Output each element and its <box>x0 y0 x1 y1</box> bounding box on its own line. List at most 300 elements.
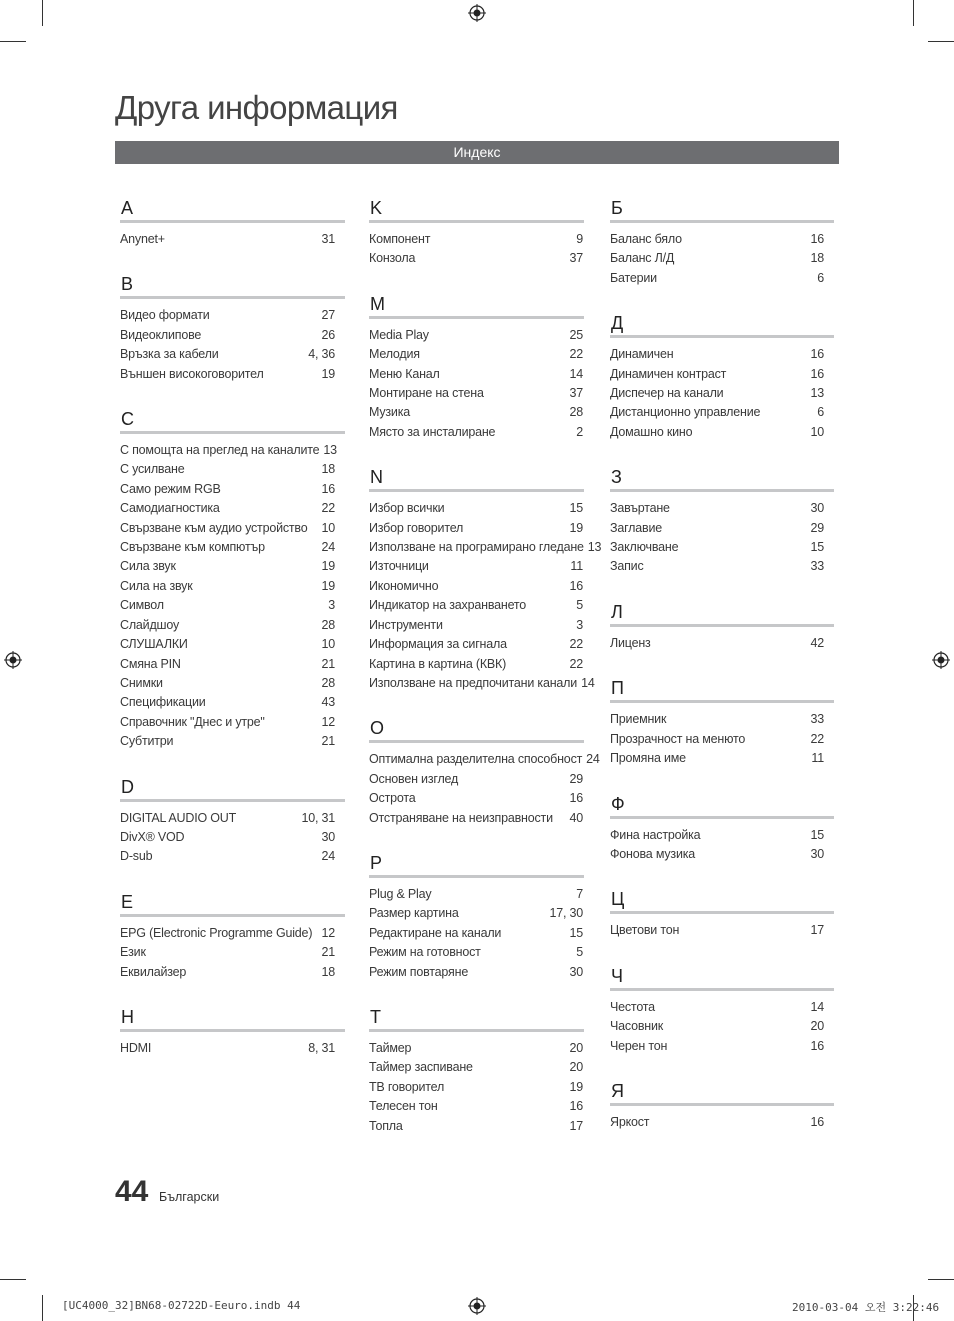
entry-term: Инструменти <box>369 617 443 632</box>
section-divider <box>610 220 834 223</box>
section-spacer <box>610 769 834 794</box>
entry-term: С усилване <box>120 462 185 477</box>
section-spacer <box>369 269 584 294</box>
entry-term: Субтитри <box>120 734 174 749</box>
entry-term: Видео формати <box>120 308 210 323</box>
entry-term: Динамичен <box>610 347 674 362</box>
index-entry <box>610 749 834 768</box>
index-entry <box>369 557 584 576</box>
entry-page: 5 <box>576 598 583 613</box>
index-entry <box>369 403 584 422</box>
index-entry <box>610 403 834 422</box>
index-entry <box>610 230 834 249</box>
entry-term: Конзола <box>369 251 416 266</box>
entry-term: С помощта на преглед на каналите <box>120 443 320 458</box>
index-entry <box>120 538 345 557</box>
entry-page: 3 <box>576 617 583 632</box>
entry-term: Заключване <box>610 540 679 555</box>
index-entry <box>120 326 345 345</box>
entry-term: Монтиране на стена <box>369 386 484 401</box>
entry-term: Справочник "Днес и утре" <box>120 714 265 729</box>
index-entry <box>120 1039 345 1058</box>
entry-term: Оптимална разделителна способност <box>369 752 583 767</box>
index-entry <box>369 577 584 596</box>
entry-page: 19 <box>569 1079 583 1094</box>
entry-term: Индикатор на захранването <box>369 598 527 613</box>
registration-mark-icon <box>932 651 950 669</box>
entry-term: Plug & Play <box>369 886 432 901</box>
entry-term: Свързване към аудио устройство <box>120 520 308 535</box>
index-entry <box>610 710 834 729</box>
entry-term: Заглавие <box>610 520 663 535</box>
index-section <box>610 678 834 793</box>
index-entry <box>120 596 345 615</box>
entry-term: Динамичен контраст <box>610 366 727 381</box>
index-entry <box>120 230 345 249</box>
section-letter: N <box>370 467 383 488</box>
index-section <box>120 1007 345 1083</box>
entry-term: Символ <box>120 598 164 613</box>
entry-term: Телесен тон <box>369 1099 438 1114</box>
entry-term: Фонова музика <box>610 846 696 861</box>
index-banner: Индекс <box>115 141 839 164</box>
index-section <box>120 274 345 409</box>
index-entry <box>120 306 345 325</box>
entry-term: Само режим RGB <box>120 481 221 496</box>
index-entry <box>369 963 584 982</box>
entry-term: Прозрачност на менюто <box>610 731 746 746</box>
entry-page: 22 <box>569 637 583 652</box>
entry-page: 10 <box>321 637 335 652</box>
entry-term: Лиценз <box>610 635 651 650</box>
entry-page: 10, 31 <box>301 810 335 825</box>
index-entry <box>610 519 834 538</box>
entry-term: Цветови тон <box>610 923 680 938</box>
crop-mark <box>913 0 914 26</box>
index-entry <box>120 809 345 828</box>
entry-term: Честота <box>610 999 655 1014</box>
index-section <box>610 602 834 678</box>
entry-term: Баланс Л/Д <box>610 251 675 266</box>
entry-page: 16 <box>810 232 824 246</box>
index-entry <box>120 828 345 847</box>
entry-page: 16 <box>810 366 824 381</box>
crop-mark <box>0 1279 26 1280</box>
index-entry <box>369 1078 584 1097</box>
section-spacer <box>610 288 834 313</box>
entry-page: 33 <box>810 559 824 574</box>
entry-page: 22 <box>569 347 583 362</box>
entry-page: 15 <box>569 501 583 516</box>
index-entry <box>120 557 345 576</box>
entry-term: D-sub <box>120 849 153 864</box>
index-entry <box>120 674 345 693</box>
entry-term: Media Play <box>369 327 429 342</box>
index-section <box>369 718 600 853</box>
language-label: Български <box>159 1190 220 1204</box>
section-letter: P <box>370 852 383 873</box>
index-entry <box>369 1117 584 1136</box>
index-section <box>610 794 834 890</box>
entry-term: Режим повтаряне <box>369 964 469 979</box>
index-entry <box>369 885 584 904</box>
page-number: 44 <box>115 1175 149 1208</box>
index-entry <box>369 384 584 403</box>
entry-page: 15 <box>569 925 583 940</box>
section-spacer <box>610 941 834 966</box>
entry-page: 40 <box>569 810 583 825</box>
entry-page: 18 <box>321 964 335 979</box>
section-spacer <box>610 577 834 602</box>
section-letter: З <box>611 467 622 488</box>
entry-page: 16 <box>569 578 583 593</box>
entry-term: Мелодия <box>369 347 420 362</box>
index-entry <box>369 596 584 615</box>
entry-page: 16 <box>321 481 335 496</box>
index-entry <box>369 519 584 538</box>
section-divider <box>610 700 834 703</box>
index-entry <box>120 635 345 654</box>
entry-term: Компонент <box>369 232 431 246</box>
section-letter: Ц <box>611 889 625 910</box>
entry-page: 16 <box>810 1038 824 1053</box>
section-letter: K <box>370 198 383 218</box>
index-entry <box>369 809 584 828</box>
entry-page: 19 <box>321 578 335 593</box>
index-entry <box>369 904 584 923</box>
section-letter: O <box>370 718 385 739</box>
index-entry <box>120 616 345 635</box>
entry-term: Завъртане <box>610 501 670 516</box>
entry-page: 16 <box>810 1114 824 1129</box>
entry-page: 43 <box>321 695 335 710</box>
section-spacer <box>120 249 345 274</box>
index-section <box>369 294 584 467</box>
entry-page: 8, 31 <box>308 1040 335 1055</box>
entry-page: 16 <box>810 347 824 362</box>
entry-page: 28 <box>321 675 335 690</box>
section-divider <box>369 875 584 878</box>
entry-term: Меню Канал <box>369 366 440 381</box>
entry-page: 14 <box>569 366 583 381</box>
index-entry <box>369 1097 584 1116</box>
entry-page: 6 <box>817 270 824 285</box>
entry-page: 16 <box>569 1099 583 1114</box>
section-spacer <box>369 1136 584 1161</box>
index-entry <box>610 1113 834 1132</box>
index-section <box>610 889 834 965</box>
index-entry <box>120 847 345 866</box>
entry-term: Отстраняване на неизправности <box>369 810 553 825</box>
section-letter: B <box>121 274 134 295</box>
section-divider <box>120 220 345 223</box>
index-entry <box>120 441 345 460</box>
section-letter: A <box>121 198 134 218</box>
index-entry <box>369 365 584 384</box>
index-entry <box>120 577 345 596</box>
section-letter: Я <box>611 1080 624 1101</box>
index-entry <box>610 499 834 518</box>
entry-term: DivX® VOD <box>120 829 185 844</box>
entry-term: Избор всички <box>369 501 445 516</box>
entry-term: Черен тон <box>610 1038 668 1053</box>
index-entry <box>610 826 834 845</box>
section-spacer <box>120 752 345 777</box>
index-entry <box>369 770 584 789</box>
entry-page: 3 <box>328 598 335 613</box>
entry-term: HDMI <box>120 1040 152 1055</box>
entry-page: 25 <box>569 327 583 342</box>
section-divider <box>610 624 834 627</box>
index-entry <box>610 269 834 288</box>
entry-page: 29 <box>810 520 824 535</box>
index-entry <box>369 943 584 962</box>
entry-term: Самодиагностика <box>120 501 220 516</box>
entry-term: Място за инсталиране <box>369 424 496 439</box>
entry-page: 9 <box>576 232 583 246</box>
index-entry <box>369 1058 584 1077</box>
index-entry <box>120 924 345 943</box>
entry-page: 27 <box>321 308 335 323</box>
entry-term: Връзка за кабели <box>120 347 219 362</box>
entry-page: 28 <box>321 617 335 632</box>
entry-term: Топла <box>369 1118 403 1133</box>
entry-page: 20 <box>810 1019 824 1034</box>
section-letter: Л <box>611 601 623 622</box>
section-divider <box>369 220 584 223</box>
index-entry <box>610 634 834 653</box>
section-spacer <box>610 864 834 889</box>
entry-term: Еквилайзер <box>120 964 187 979</box>
entry-term: Режим на готовност <box>369 945 481 960</box>
entry-page: 17, 30 <box>549 906 583 921</box>
entry-page: 30 <box>321 829 335 844</box>
index-column-1 <box>120 198 345 1083</box>
index-section <box>610 313 834 467</box>
entry-page: 37 <box>569 251 583 266</box>
index-entry <box>120 655 345 674</box>
index-entry <box>120 499 345 518</box>
section-spacer <box>120 982 345 1007</box>
section-divider <box>120 1029 345 1032</box>
entry-page: 6 <box>817 405 824 420</box>
entry-page: 31 <box>321 232 335 246</box>
index-entry <box>369 499 584 518</box>
entry-page: 17 <box>569 1118 583 1133</box>
entry-term: Информация за сигнала <box>369 637 507 652</box>
index-entry <box>369 423 584 442</box>
entry-term: Слайдшоу <box>120 617 180 632</box>
section-spacer <box>369 982 584 1007</box>
entry-term: DIGITAL AUDIO OUT <box>120 810 237 825</box>
entry-term: Избор говорител <box>369 520 464 535</box>
index-section <box>610 467 834 602</box>
entry-term: Основен изглед <box>369 771 459 786</box>
index-section <box>610 966 834 1081</box>
entry-page: 13 <box>323 443 337 458</box>
entry-term: Размер картина <box>369 906 459 921</box>
index-entry <box>369 655 584 674</box>
entry-term: Редактиране на канали <box>369 925 502 940</box>
entry-term: Фина настройка <box>610 827 701 842</box>
entry-term: Острота <box>369 791 416 806</box>
entry-page: 21 <box>321 656 335 671</box>
index-column-2 <box>369 198 602 1161</box>
index-section <box>120 777 345 892</box>
index-entry <box>369 750 600 769</box>
section-spacer <box>610 1056 834 1081</box>
entry-term: Приемник <box>610 712 667 727</box>
entry-page: 15 <box>810 540 824 555</box>
entry-term: Спецификации <box>120 695 206 710</box>
registration-mark-icon <box>468 1297 486 1315</box>
entry-page: 24 <box>321 540 335 555</box>
entry-page: 12 <box>321 714 335 729</box>
entry-term: Смяна PIN <box>120 656 181 671</box>
entry-term: Часовник <box>610 1019 664 1034</box>
section-divider <box>610 335 834 338</box>
entry-page: 10 <box>321 520 335 535</box>
index-entry <box>610 345 834 364</box>
entry-page: 20 <box>569 1040 583 1055</box>
index-section <box>369 198 584 294</box>
entry-term: Сила звук <box>120 559 176 574</box>
index-column-3 <box>610 198 834 1157</box>
index-entry <box>610 423 834 442</box>
section-divider <box>610 911 834 914</box>
entry-term: Източници <box>369 559 429 574</box>
section-divider <box>120 296 345 299</box>
section-divider <box>369 489 584 492</box>
entry-page: 18 <box>810 251 824 266</box>
entry-term: Промяна име <box>610 751 686 766</box>
entry-page: 30 <box>810 846 824 861</box>
section-divider <box>610 816 834 819</box>
entry-page: 7 <box>576 886 583 901</box>
section-spacer <box>120 384 345 409</box>
entry-page: 5 <box>576 945 583 960</box>
entry-page: 30 <box>569 964 583 979</box>
entry-page: 19 <box>321 559 335 574</box>
section-divider <box>120 799 345 802</box>
entry-term: Видеоклипове <box>120 327 202 342</box>
section-letter: Б <box>611 198 623 218</box>
entry-term: Яркост <box>610 1114 650 1129</box>
entry-term: Снимки <box>120 675 163 690</box>
section-divider <box>610 1103 834 1106</box>
index-entry <box>120 963 345 982</box>
index-section <box>120 892 345 1007</box>
entry-term: Таймер заспиване <box>369 1060 473 1075</box>
section-spacer <box>610 653 834 678</box>
registration-mark-icon <box>468 4 486 22</box>
section-spacer <box>369 442 584 467</box>
entry-page: 13 <box>810 386 824 401</box>
index-section <box>120 409 345 777</box>
crop-mark <box>42 1295 43 1321</box>
index-entry <box>120 480 345 499</box>
index-entry <box>610 557 834 576</box>
entry-page: 12 <box>321 925 335 940</box>
index-entry <box>610 845 834 864</box>
section-divider <box>610 988 834 991</box>
entry-page: 20 <box>569 1060 583 1075</box>
entry-term: Свързване към компютър <box>120 540 265 555</box>
entry-term: Картина в картина (КВК) <box>369 656 507 671</box>
index-entry <box>369 1039 584 1058</box>
section-spacer <box>369 828 584 853</box>
entry-term: Език <box>120 945 146 960</box>
section-letter: П <box>611 678 624 699</box>
entry-page: 19 <box>321 366 335 381</box>
section-letter: Ф <box>611 793 625 814</box>
index-entry <box>369 789 584 808</box>
index-entry <box>120 365 345 384</box>
entry-term: Батерии <box>610 270 657 285</box>
section-divider <box>369 316 584 319</box>
entry-term: Запис <box>610 559 644 574</box>
entry-page: 21 <box>321 734 335 749</box>
index-entry <box>610 921 834 940</box>
entry-page: 13 <box>587 540 602 555</box>
index-entry <box>120 460 345 479</box>
index-entry <box>120 713 345 732</box>
entry-term: Използване на програмирано гледане <box>369 540 584 555</box>
entry-page: 17 <box>810 923 824 938</box>
section-letter: D <box>121 776 134 797</box>
index-entry <box>369 230 584 249</box>
entry-page: 24 <box>321 849 335 864</box>
entry-term: Anynet+ <box>120 232 165 246</box>
entry-page: 18 <box>321 462 335 477</box>
entry-term: Използване на предпочитани канали <box>369 675 578 690</box>
index-entry <box>369 924 584 943</box>
index-section <box>369 1007 584 1161</box>
index-section <box>369 853 584 1007</box>
section-spacer <box>369 693 584 718</box>
entry-term: Домашно кино <box>610 424 693 439</box>
entry-term: Диспечер на канали <box>610 386 724 401</box>
entry-page: 24 <box>586 752 600 767</box>
index-entry <box>610 1037 834 1056</box>
entry-page: 4, 36 <box>308 347 335 362</box>
section-letter: C <box>121 409 134 430</box>
entry-term: Таймер <box>369 1040 412 1055</box>
index-entry <box>120 943 345 962</box>
section-divider <box>369 1029 584 1032</box>
index-entry <box>369 249 584 268</box>
index-entry <box>369 345 584 364</box>
entry-term: Външен високоговорител <box>120 366 264 381</box>
entry-term: Сила на звук <box>120 578 193 593</box>
entry-term: Дистанционно управление <box>610 405 761 420</box>
index-entry <box>120 693 345 712</box>
section-divider <box>369 740 584 743</box>
entry-page: 21 <box>321 945 335 960</box>
entry-term: Музика <box>369 405 411 420</box>
index-entry <box>610 998 834 1017</box>
entry-page: 22 <box>569 656 583 671</box>
index-entry <box>610 249 834 268</box>
index-entry <box>369 635 584 654</box>
index-section <box>369 467 602 718</box>
entry-term: ТВ говорител <box>369 1079 445 1094</box>
section-divider <box>120 431 345 434</box>
index-entry <box>610 538 834 557</box>
entry-page: 11 <box>811 751 824 766</box>
entry-term: Икономично <box>369 578 439 593</box>
entry-page: 33 <box>810 712 824 727</box>
